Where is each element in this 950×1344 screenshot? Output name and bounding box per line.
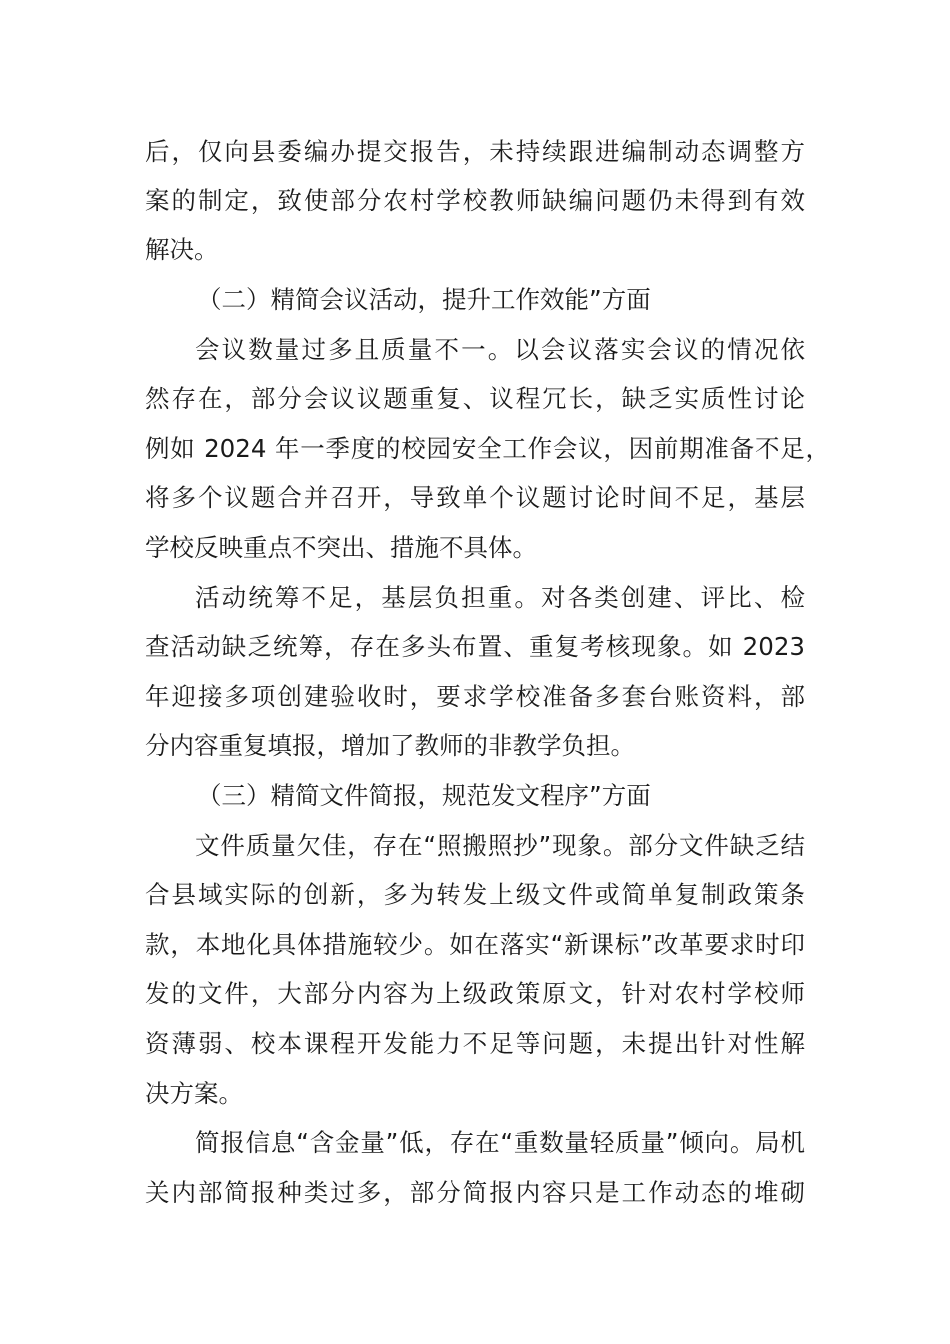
section-heading xyxy=(0,771,950,821)
text-line-content: 年迎接多项创建验收时，要求学校准备多套台账资料，部 xyxy=(145,682,805,711)
section-heading-text: （二）精简会议活动，提升工作效能”方面 xyxy=(197,285,651,314)
text-line xyxy=(0,1168,950,1218)
text-line xyxy=(0,969,950,1019)
text-line-content: 后，仅向县委编办提交报告，未持续跟进编制动态调整方 xyxy=(145,137,805,166)
text-line xyxy=(0,1069,950,1119)
text-line xyxy=(0,672,950,722)
text-line-content: 解决。 xyxy=(145,235,219,264)
text-line-content: 查活动缺乏统筹，存在多头布置、重复考核现象。如 2023 xyxy=(145,632,805,661)
text-line xyxy=(0,721,950,771)
text-line-content: 简报信息“含金量”低，存在“重数量轻质量”倾向。局机 xyxy=(195,1128,805,1157)
text-line xyxy=(0,821,950,871)
text-line xyxy=(0,622,950,672)
text-line xyxy=(0,473,950,523)
text-line xyxy=(0,225,950,275)
text-line-content: 活动统筹不足，基层负担重。对各类创建、评比、检 xyxy=(195,583,805,612)
text-line xyxy=(0,523,950,573)
text-line xyxy=(0,127,950,177)
text-line-content: 学校反映重点不突出、措施不具体。 xyxy=(145,533,537,562)
text-line-content: 例如 2024 年一季度的校园安全工作会议，因前期准备不足， xyxy=(145,434,830,463)
section-heading-text: （三）精简文件简报，规范发文程序”方面 xyxy=(197,781,651,810)
text-line xyxy=(0,573,950,623)
text-line xyxy=(0,870,950,920)
text-line xyxy=(0,424,950,474)
text-line-content: 会议数量过多且质量不一。以会议落实会议的情况依 xyxy=(195,335,805,364)
text-line-content: 资薄弱、校本课程开发能力不足等问题，未提出针对性解 xyxy=(145,1029,805,1058)
text-line-content: 文件质量欠佳，存在“照搬照抄”现象。部分文件缺乏结 xyxy=(195,831,805,860)
text-line-content: 关内部简报种类过多，部分简报内容只是工作动态的堆砌 xyxy=(145,1178,805,1207)
text-line-content: 发的文件，大部分内容为上级政策原文，针对农村学校师 xyxy=(145,979,805,1008)
section-heading xyxy=(0,275,950,325)
text-line xyxy=(0,1019,950,1069)
text-line-content: 分内容重复填报，增加了教师的非教学负担。 xyxy=(145,731,635,760)
text-line-content: 案的制定，致使部分农村学校教师缺编问题仍未得到有效 xyxy=(145,186,805,215)
text-line-content: 将多个议题合并召开，导致单个议题讨论时间不足，基层 xyxy=(145,483,805,512)
text-line-content: 合县域实际的创新，多为转发上级文件或简单复制政策条 xyxy=(145,880,805,909)
text-line-content: 款，本地化具体措施较少。如在落实“新课标”改革要求时印 xyxy=(145,930,805,959)
text-line-content: 决方案。 xyxy=(145,1079,243,1108)
text-line xyxy=(0,374,950,424)
text-line xyxy=(0,920,950,970)
text-line xyxy=(0,1118,950,1168)
text-line-content: 然存在，部分会议议题重复、议程冗长，缺乏实质性讨论 xyxy=(145,384,805,413)
text-line xyxy=(0,325,950,375)
text-line xyxy=(0,176,950,226)
